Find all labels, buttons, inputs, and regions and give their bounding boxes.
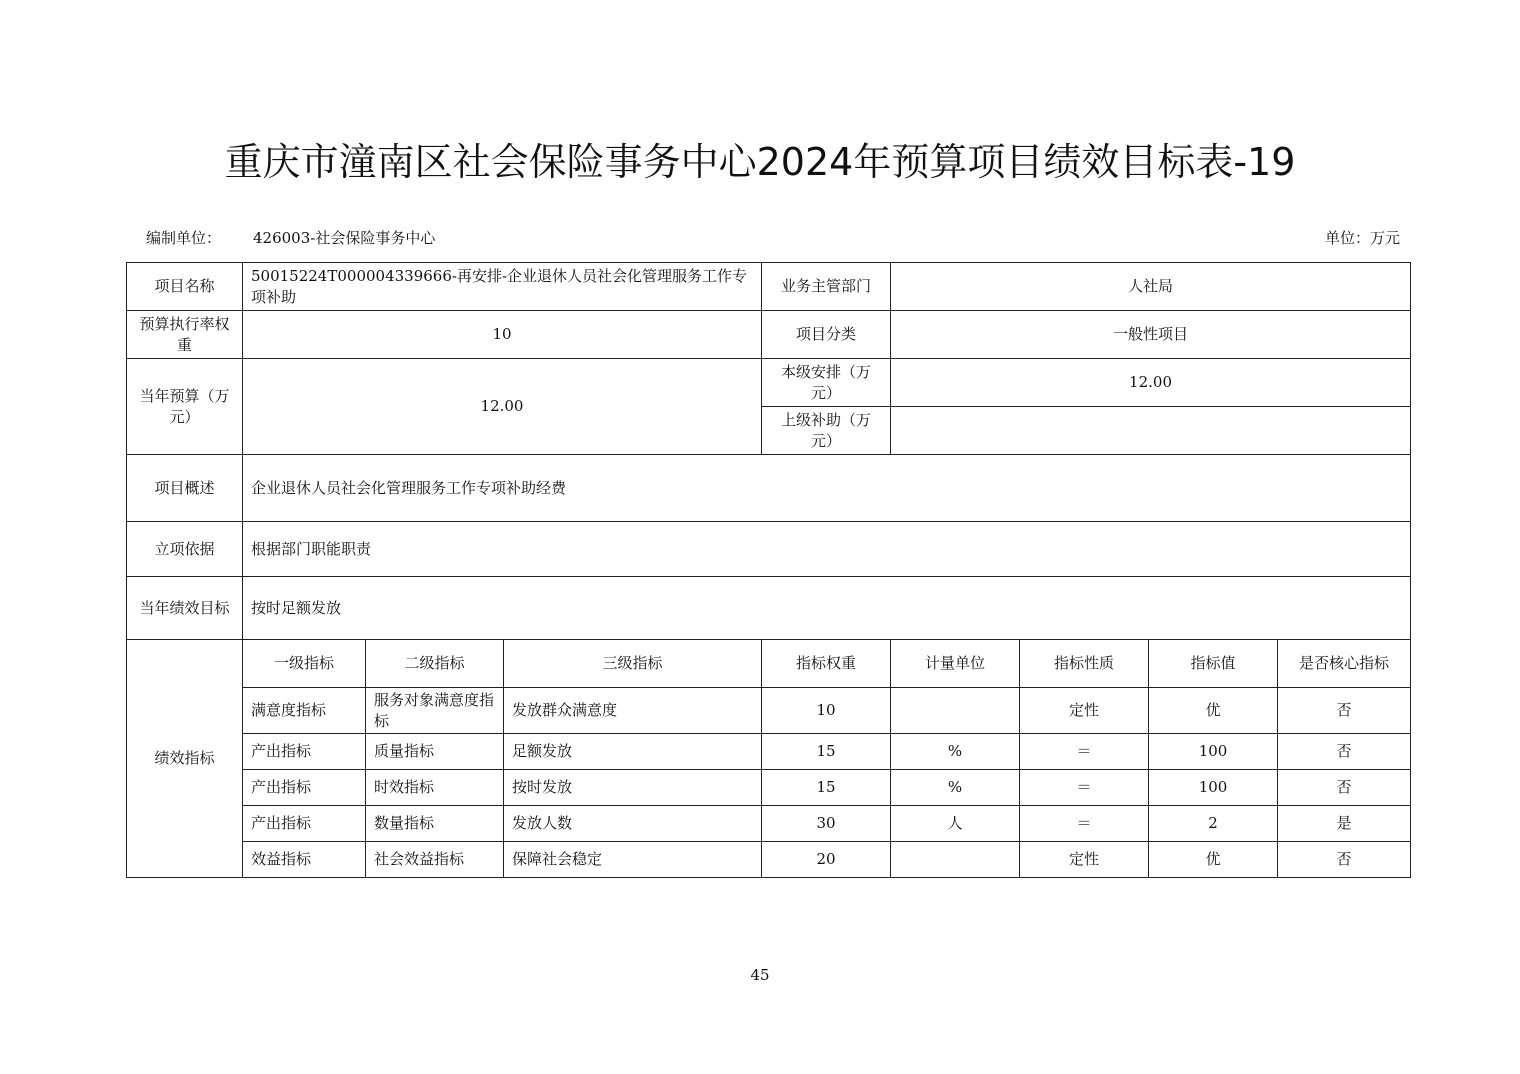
- level2-cell: 数量指标: [366, 806, 504, 842]
- header-unit: 计量单位: [891, 640, 1020, 688]
- unit-cell: [891, 842, 1020, 878]
- project-name-label: 项目名称: [127, 263, 243, 311]
- weight-cell: 15: [762, 770, 891, 806]
- header-weight: 指标权重: [762, 640, 891, 688]
- unit-value: 426003-社会保险事务中心: [253, 229, 436, 247]
- page-title: 重庆市潼南区社会保险事务中心2024年预算项目绩效目标表-19: [224, 140, 1296, 184]
- header-level2: 二级指标: [366, 640, 504, 688]
- level2-cell: 社会效益指标: [366, 842, 504, 878]
- table-row: [127, 806, 1411, 842]
- basis-value: 根据部门职能职责: [243, 522, 1411, 577]
- weight-cell: 30: [762, 806, 891, 842]
- page-number: 45: [750, 966, 770, 984]
- currency-unit: 单位：万元: [1324, 229, 1400, 247]
- header-value: 指标值: [1149, 640, 1278, 688]
- level3-cell: 保障社会稳定: [504, 842, 762, 878]
- unit-cell: %: [891, 734, 1020, 770]
- weight-cell: 10: [762, 688, 891, 734]
- value-cell: 2: [1149, 806, 1278, 842]
- overview-value: 企业退休人员社会化管理服务工作专项补助经费: [243, 455, 1411, 522]
- project-name-value: 50015224T000004339666-再安排-企业退休人员社会化管理服务工作专项补助: [243, 263, 762, 311]
- level1-cell: 产出指标: [243, 806, 366, 842]
- header-level1: 一级指标: [243, 640, 366, 688]
- header-level3: 三级指标: [504, 640, 762, 688]
- level1-cell: 产出指标: [243, 770, 366, 806]
- dept-label: 业务主管部门: [762, 263, 891, 311]
- budget-label: 当年预算（万元）: [127, 359, 243, 455]
- header-core: 是否核心指标: [1278, 640, 1411, 688]
- level3-cell: 发放人数: [504, 806, 762, 842]
- local-label: 本级安排（万元）: [762, 359, 891, 407]
- goal-value: 按时足额发放: [243, 577, 1411, 640]
- unit-label: 编制单位：: [146, 229, 222, 247]
- level2-cell: 服务对象满意度指标: [366, 688, 504, 734]
- superior-value: [891, 407, 1411, 455]
- level1-cell: 满意度指标: [243, 688, 366, 734]
- nature-cell: ＝: [1020, 806, 1149, 842]
- value-cell: 100: [1149, 770, 1278, 806]
- level3-cell: 发放群众满意度: [504, 688, 762, 734]
- level1-cell: 产出指标: [243, 734, 366, 770]
- nature-cell: 定性: [1020, 688, 1149, 734]
- table-row: [127, 842, 1411, 878]
- table-row: [127, 688, 1411, 734]
- dept-value: 人社局: [891, 263, 1411, 311]
- category-label: 项目分类: [762, 311, 891, 359]
- local-value: 12.00: [891, 359, 1411, 407]
- level3-cell: 按时发放: [504, 770, 762, 806]
- indicators-label: 绩效指标: [127, 640, 243, 878]
- nature-cell: ＝: [1020, 734, 1149, 770]
- value-cell: 优: [1149, 842, 1278, 878]
- table-row: [127, 734, 1411, 770]
- weight-label: 预算执行率权重: [127, 311, 243, 359]
- basis-label: 立项依据: [127, 522, 243, 577]
- overview-label: 项目概述: [127, 455, 243, 522]
- unit-cell: %: [891, 770, 1020, 806]
- nature-cell: ＝: [1020, 770, 1149, 806]
- core-cell: 否: [1278, 770, 1411, 806]
- value-cell: 优: [1149, 688, 1278, 734]
- level1-cell: 效益指标: [243, 842, 366, 878]
- category-value: 一般性项目: [891, 311, 1411, 359]
- core-cell: 是: [1278, 806, 1411, 842]
- level2-cell: 时效指标: [366, 770, 504, 806]
- weight-value: 10: [243, 311, 762, 359]
- core-cell: 否: [1278, 842, 1411, 878]
- unit-cell: 人: [891, 806, 1020, 842]
- level2-cell: 质量指标: [366, 734, 504, 770]
- unit-cell: [891, 688, 1020, 734]
- nature-cell: 定性: [1020, 842, 1149, 878]
- header-nature: 指标性质: [1020, 640, 1149, 688]
- weight-cell: 20: [762, 842, 891, 878]
- weight-cell: 15: [762, 734, 891, 770]
- table-row: [127, 770, 1411, 806]
- core-cell: 否: [1278, 734, 1411, 770]
- core-cell: 否: [1278, 688, 1411, 734]
- budget-value: 12.00: [243, 359, 762, 455]
- performance-table: [126, 262, 1411, 878]
- superior-label: 上级补助（万元）: [762, 407, 891, 455]
- value-cell: 100: [1149, 734, 1278, 770]
- goal-label: 当年绩效目标: [127, 577, 243, 640]
- level3-cell: 足额发放: [504, 734, 762, 770]
